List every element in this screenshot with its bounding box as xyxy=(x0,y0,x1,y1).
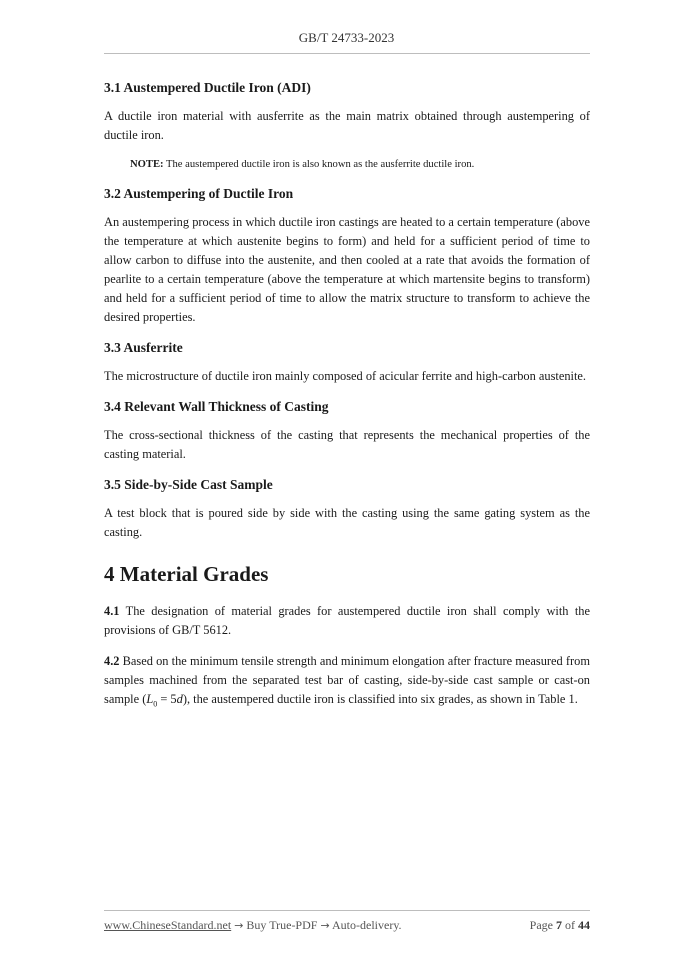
section-3-5-heading: 3.5 Side-by-Side Cast Sample xyxy=(104,477,273,492)
section-3-3-body: The microstructure of ductile iron mainly composed of acicular ferrite and high-carbon austenite. xyxy=(104,369,587,383)
page-label: Page xyxy=(529,918,556,932)
page-total: 44 xyxy=(578,918,590,932)
diameter-symbol: d xyxy=(176,692,183,706)
gauge-length-equals: = 5 xyxy=(157,692,177,706)
clause-4-1-text: The designation of material grades for austempered ductile iron shall comply with the provisions of GB/T 5612. xyxy=(104,604,590,637)
clause-4-2 xyxy=(104,652,590,713)
clause-4-2-text-b: ), the austempered ductile iron is classified into six grades, as shown in Table 1. xyxy=(182,692,578,706)
buy-pdf-text: Buy True-PDF xyxy=(243,918,321,932)
clause-4-2-number: 4.2 xyxy=(104,654,120,668)
of-label: of xyxy=(562,918,578,932)
note-label: NOTE: xyxy=(130,159,164,170)
website-link[interactable]: www.ChineseStandard.net xyxy=(104,918,232,932)
section-3-4-heading: 3.4 Relevant Wall Thickness of Casting xyxy=(104,399,329,414)
section-3-2-heading: 3.2 Austempering of Ductile Iron xyxy=(104,186,294,201)
clause-4-1 xyxy=(104,602,590,640)
arrow-right-icon: → xyxy=(320,919,330,932)
footer-left xyxy=(104,918,402,933)
clause-4-2-text-a: Based on the minimum tensile strength and minimum elongation after fracture measured from samples machined from the separated test bar of casting, side-by-side cast sample or cast-on sample ( xyxy=(104,654,590,706)
section-3-4-body: The cross-sectional thickness of the casting that represents the mechanical properties of the casting material. xyxy=(104,428,590,461)
page-footer xyxy=(104,918,590,933)
auto-delivery-text: Auto-delivery. xyxy=(329,918,402,932)
header-divider xyxy=(104,53,590,54)
page-indicator xyxy=(530,918,590,933)
section-3-5-body: A test block that is poured side by side with the casting using the same gating system as the casting. xyxy=(104,506,590,539)
note-text: The austempered ductile iron is also known as the ausferrite ductile iron. xyxy=(163,159,475,170)
arrow-right-icon: → xyxy=(234,919,244,932)
gauge-length-symbol: L xyxy=(146,692,154,706)
page-content xyxy=(104,70,590,725)
running-header: GB/T 24733-2023 xyxy=(298,30,395,45)
section-4-heading: 4 Material Grades xyxy=(104,562,269,586)
footer-divider xyxy=(104,910,590,911)
section-3-3-heading: 3.3 Ausferrite xyxy=(104,340,183,355)
section-3-1-body: A ductile iron material with ausferrite as the main matrix obtained through austempering of ductile iron. xyxy=(104,109,590,142)
clause-4-1-number: 4.1 xyxy=(104,604,120,618)
section-3-2-body: An austempering process in which ductile iron castings are heated to a certain temperature (above the temperature at which austenite begins to form) and held for a sufficient period of time to allow carbon to diffuse into the austenite, and then cooled at a rate that avoids the formation of pearlite to a certain temperature (above the temperature at which martensite begins to transform) and held for a sufficient period of time to allow the matrix structure to transform to achieve the desired properties. xyxy=(104,215,590,324)
page-number: 7 xyxy=(556,918,562,932)
section-3-1-note xyxy=(130,157,590,173)
section-3-1-heading: 3.1 Austempered Ductile Iron (ADI) xyxy=(104,80,311,95)
gauge-length-subscript: 0 xyxy=(153,699,158,709)
